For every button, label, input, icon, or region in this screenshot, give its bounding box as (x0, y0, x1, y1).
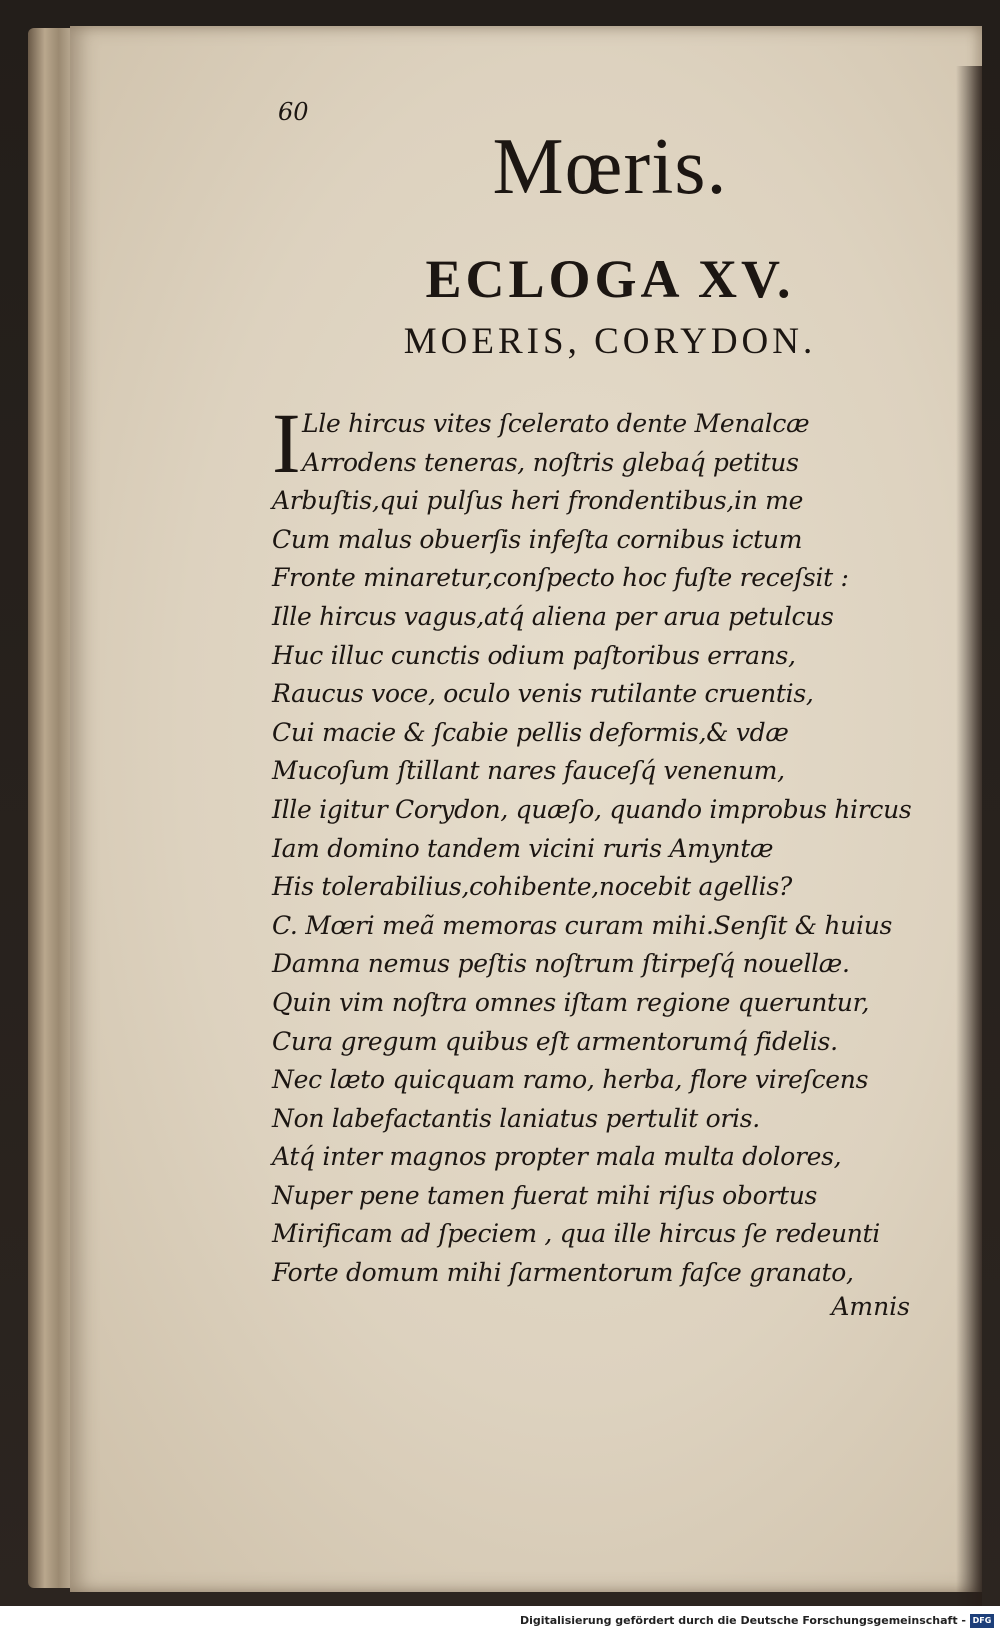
ecloga-heading: ECLOGA XV. (425, 249, 795, 309)
verse-line: Damna nemus peſtis noſtrum ſtirpeſq́ nouellæ. (272, 949, 850, 979)
verse-line: Raucus voce, oculo venis rutilante cruentis, (272, 679, 814, 709)
verse-line: Cura gregum quibus eſt armentorumq́ fidelis. (272, 1026, 838, 1056)
verse-line: Fronte minaretur,conſpecto hoc fuſte receſsit : (272, 563, 849, 593)
digitization-footer (0, 1606, 1000, 1632)
verse-line: Mirificam ad ſpeciem , qua ille hircus ſe redeunti (272, 1219, 880, 1249)
poem-text (272, 395, 932, 1293)
verse-line: Cui macie & ſcabie pellis deformis,& vdæ (272, 717, 789, 747)
verse-line: Arrodens teneras, noſtris glebaq́ petitus (302, 447, 799, 477)
gutter-shadow (956, 66, 982, 1606)
verse-line: Ille hircus vagus,atq́ aliena per arua petulcus (272, 601, 834, 631)
verse-line: Non labefactantis laniatus pertulit oris. (272, 1103, 760, 1133)
running-title: Mœris. (492, 123, 728, 211)
verse-line: Nec læto quicquam ramo, herba, flore vireſcens (272, 1065, 869, 1095)
drop-cap: I (272, 395, 301, 491)
verse-line: Iam domino tandem vicini ruris Amyntæ (272, 833, 774, 863)
verse-line: Ille igitur Corydon, quæſo, quando improbus hircus (272, 794, 912, 824)
verse-line: Nuper pene tamen fuerat mihi riſus obortus (272, 1180, 818, 1210)
verse-line: Forte domum mihi ſarmentorum faſce granato, (272, 1258, 854, 1288)
page-number: 60 (278, 98, 309, 126)
dfg-logo: DFG (970, 1614, 994, 1628)
speakers-heading: MOERIS, CORYDON. (403, 321, 817, 362)
verse-line: Arbuſtis,qui pulſus heri frondentibus,in me (272, 486, 804, 516)
funding-credit: Digitalisierung gefördert durch die Deutsche Forschungsgemeinschaft - (519, 1614, 966, 1627)
verse-line: Atq́ inter magnos propter mala multa dolores, (272, 1142, 842, 1172)
verse-line: C. Mœri meã memoras curam mihi.Senſit & huius (272, 910, 893, 940)
catchword: Amnis (831, 1292, 910, 1321)
verse-line: His tolerabilius,cohibente,nocebit agellis? (272, 872, 792, 902)
verse-line: Huc illuc cunctis odium paſtoribus errans, (272, 640, 796, 670)
verse-line: Cum malus obuerſis infeſta cornibus ictum (272, 524, 803, 554)
verse-line: Lle hircus vites ſcelerato dente Menalcæ (302, 409, 810, 438)
verse-line: Mucoſum ſtillant nares fauceſq́ venenum, (272, 756, 785, 786)
verse-line: Quin vim noſtra omnes iſtam regione queruntur, (272, 987, 870, 1017)
